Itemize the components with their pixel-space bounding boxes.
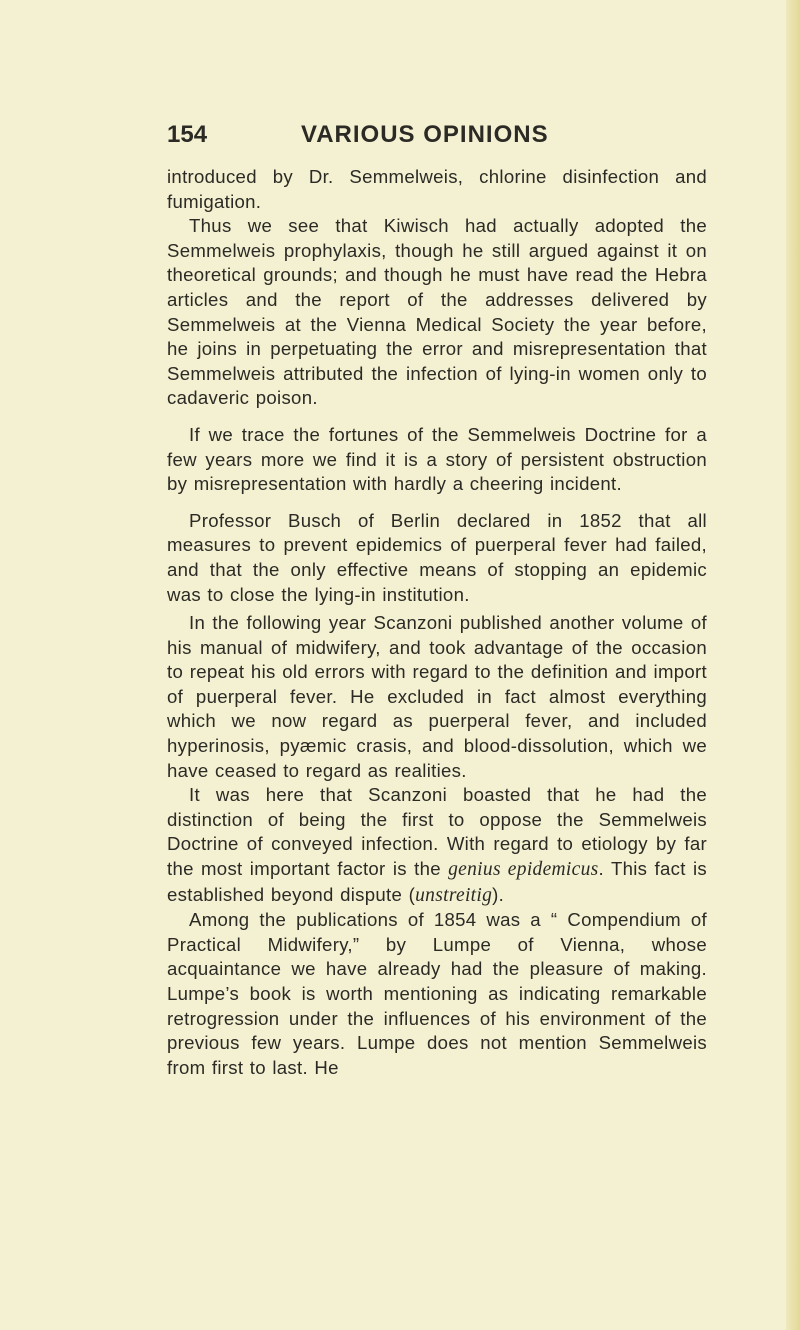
paragraph-scanzoni-boast-middle: . This fact is established beyond dispute ( bbox=[167, 858, 707, 905]
paragraph-scanzoni-boast-text: It was here that Scanzoni boasted that he had the distinction of being the first to oppose the Semmelweis Doctrine of conveyed infection. With regard to etiology by far the most important factor is the bbox=[167, 784, 707, 880]
paragraph-kiwisch: Thus we see that Kiwisch had actually adopted the Semmelweis prophylaxis, though he still argued against it on theoretical grounds; and though he must have read the Hebra articles and the report of the addresses delivered by Semmelweis at the Vienna Medical Society the year before, he joins in perpetuating the error and misrepresentation that Semmelweis attributed the infection of lying-in women only to cadaveric poison. bbox=[167, 215, 707, 409]
running-head-title: VARIOUS OPINIONS bbox=[301, 121, 549, 148]
paragraph-fortunes: If we trace the fortunes of the Semmelweis Doctrine for a few years more we find it is a story of persistent obstruction by misrepresentation with hardly a cheering incident. bbox=[167, 423, 707, 495]
paragraph-lumpe: Among the publications of 1854 was a “ Compendium of Practical Midwifery,” by Lumpe of Vienna, whose acquaintance we have already had the pleasure of making. Lumpe’s book is worth mentioning as indicating remarkable retrogression under the influences of his environment of the previous few years. Lumpe does not mention Semmelweis from first to last. He bbox=[167, 909, 707, 1078]
paragraph-scanzoni-boast-end: ). bbox=[492, 883, 505, 905]
italic-unstreitig: unstreitig bbox=[415, 884, 493, 906]
paragraph-continuation: introduced by Dr. Semmelweis, chlorine disinfection and fumigation. bbox=[167, 166, 707, 212]
paragraph-scanzoni-boast bbox=[167, 783, 707, 908]
page-edge-shadow bbox=[786, 0, 800, 1330]
body-text bbox=[167, 165, 707, 1080]
page-number: 154 bbox=[167, 121, 208, 148]
paragraph-scanzoni-manual: In the following year Scanzoni published another volume of his manual of midwifery, and took advantage of the occasion to repeat his old errors with regard to the definition and import of puerperal fever. He excluded in fact almost everything which we now regard as puerperal fever, and included hyperinosis, pyæmic crasis, and blood-dissolution, which we have ceased to regard as realities. bbox=[167, 612, 707, 781]
running-header bbox=[167, 118, 707, 152]
italic-genius-epidemicus: genius epidemicus bbox=[448, 859, 599, 881]
paragraph-busch: Professor Busch of Berlin declared in 1852 that all measures to prevent epidemics of puerperal fever had failed, and that the only effective means of stopping an epidemic was to close the lying-in institution. bbox=[167, 509, 707, 605]
